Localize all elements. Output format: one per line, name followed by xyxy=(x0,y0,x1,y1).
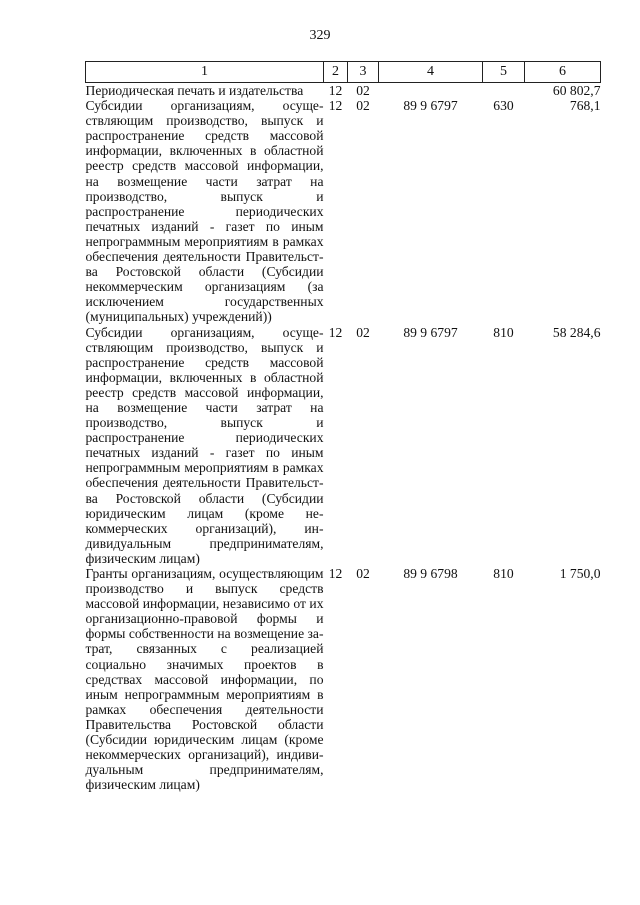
table-row xyxy=(86,325,601,567)
row-amount: 768,1 xyxy=(569,98,601,114)
row-expense-type xyxy=(483,83,525,99)
row-section: 12 xyxy=(328,324,343,340)
row-name: Субсидии организациям, осуществляющим производство, выпуск и распространение средств массовой информации, включенных в областной реестр средств массовой информации, на возмещение части затрат на производство, выпуск и распространение периодических печатных изданий - газет по иным непрограммным мероприятиям в рамках обеспечения деятельности Правительства Ростовской области (Субсидии юридическим лицам (кроме некоммерческих организаций), индивидуальным предпринимателям, физическим лицам) xyxy=(85,324,324,566)
row-subsection: 02 xyxy=(356,83,370,98)
row-name: Субсидии организациям, осуществляющим производство, выпуск и распространение средств массовой информации, включенных в областной реестр средств массовой информации, на возмещение части затрат на производство, выпуск и распространение периодических печатных изданий - газет по иным непрограммным мероприятиям в рамках обеспечения деятельности Правительства Ростовской области (Субсидии некоммерческим организациям (за исключением государственных (муниципальных) учреждений)) xyxy=(85,98,324,325)
row-target: 89 9 6797 xyxy=(403,324,458,340)
table-row xyxy=(86,566,601,792)
header-col-6: 6 xyxy=(525,62,601,83)
header-col-2: 2 xyxy=(324,62,348,83)
header-col-3: 3 xyxy=(348,62,379,83)
header-col-1: 1 xyxy=(86,62,324,83)
row-subsection: 02 xyxy=(356,324,370,340)
row-expense-type: 630 xyxy=(493,98,514,114)
row-target: 89 9 6798 xyxy=(403,566,458,581)
header-col-5: 5 xyxy=(483,62,525,83)
row-target xyxy=(379,83,483,99)
table-row xyxy=(86,98,601,324)
header-col-4: 4 xyxy=(379,62,483,83)
row-amount: 1 750,0 xyxy=(559,566,601,581)
row-expense-type: 810 xyxy=(493,566,514,581)
row-target: 89 9 6797 xyxy=(403,98,458,114)
row-section: 12 xyxy=(328,98,343,114)
page-number: 329 xyxy=(309,28,331,43)
row-name: Гранты организациям, осуществляющим производство и выпуск средств массовой информации, независимо от их организационно-правовой формы и формы собственности на возмещение затрат, связанных с реализацией социально значимых проектов в средствах массовой информации, по иным непрограммным мероприятиям в рамках обеспечения деятельности Правительства Ростовской области (Субсидии юридическим лицам (кроме некоммерческих организаций), индивидуальным предпринимателям, физическим лицам) xyxy=(85,566,324,793)
table-row xyxy=(86,83,601,99)
row-amount: 60 802,7 xyxy=(552,83,601,98)
row-expense-type: 810 xyxy=(493,324,514,340)
row-subsection: 02 xyxy=(356,566,370,581)
budget-table xyxy=(85,61,601,792)
table-header-row xyxy=(86,62,601,83)
row-subsection: 02 xyxy=(356,98,370,114)
row-section: 12 xyxy=(328,566,343,581)
row-section: 12 xyxy=(328,83,343,98)
row-name: Периодическая печать и издательства xyxy=(85,83,304,98)
row-amount: 58 284,6 xyxy=(552,324,601,340)
